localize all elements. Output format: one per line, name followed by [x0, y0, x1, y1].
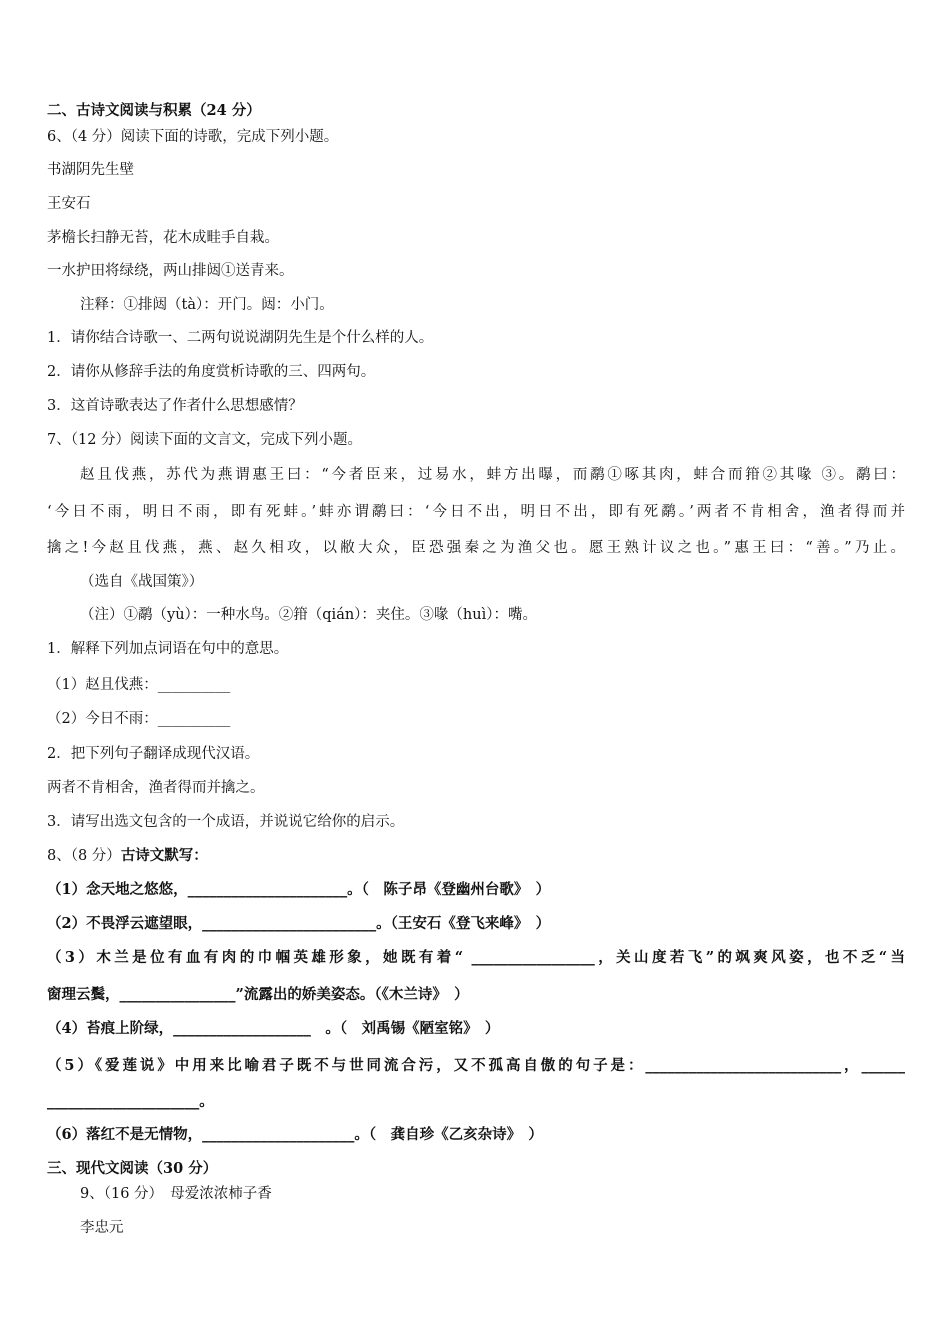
poem-line-1: 茅檐长扫静无苔，花木成畦手自栽。	[47, 230, 279, 246]
q8-stem	[47, 846, 208, 866]
q7-sub-2: 2．把下列句子翻译成现代汉语。	[47, 746, 260, 762]
q8-item-5-line-2: _____________________。	[47, 1093, 214, 1110]
q7-note: （注）①鹬（yù）：一种水鸟。②箝（qián）：夹住。③喙（huì）：嘴。	[80, 607, 537, 623]
q7-sub-1-b: （2）今日不雨：__________	[47, 711, 231, 727]
q9-stem: 9、（16 分） 母爱浓浓柿子香	[80, 1186, 272, 1202]
q6-stem: 6、（4 分）阅读下面的诗歌，完成下列小题。	[47, 129, 339, 145]
poem-line-2: 一水护田将绿绕，两山排闼①送青来。	[47, 263, 294, 279]
q6-sub-1: 1．请你结合诗歌一、二两句说说湖阴先生是个什么样的人。	[47, 330, 434, 346]
section-2-heading: 二、古诗文阅读与积累（24 分）	[47, 102, 261, 119]
q7-sub-1-a: （1）赵且伐燕：__________	[47, 677, 231, 693]
q7-sub-3: 3．请写出选文包含的一个成语，并说说它给你的启示。	[47, 814, 405, 830]
q8-item-1: （1）念天地之悠悠，______________________。（ 陈子昂《登幽州台歌》 ）	[47, 881, 551, 898]
q7-sub-1: 1．解释下列加点词语在句中的意思。	[47, 641, 289, 657]
q6-note: 注释：①排闼（tà）：开门。闼：小门。	[80, 297, 334, 313]
q8-item-3-line-1: （3）木兰是位有血有肉的巾帼英雄形象，她既有着“ _________________，关山度若飞”的飒爽风姿，也不乏“当	[47, 949, 905, 966]
q8-item-6: （6）落红不是无情物，_____________________。（ 龚自珍《乙亥杂诗》 ）	[47, 1126, 543, 1143]
q7-sub-2-sentence: 两者不肯相舍，渔者得而并擒之。	[47, 780, 265, 796]
q9-author: 李忠元	[80, 1220, 124, 1236]
poem-title: 书湖阴先生壁	[47, 162, 134, 178]
q8-item-4: （4）苔痕上阶绿，___________________ 。（ 刘禹锡《陋室铭》 ）	[47, 1020, 500, 1037]
q7-stem: 7、（12 分）阅读下面的文言文，完成下列小题。	[47, 432, 363, 448]
q8-stem-title: 古诗文默写：	[120, 847, 208, 864]
q8-item-3-line-2: 窗理云鬓，________________”流露出的娇美姿态。（《木兰诗》 ）	[47, 986, 469, 1003]
q7-passage-line-3: 擒之!今赵且伐燕，燕、赵久相攻，以敝大众，臣恐强秦之为渔父也。愿王熟计议之也。”惠王曰：“善。”乃止。	[47, 540, 905, 556]
q6-sub-3: 3．这首诗歌表达了作者什么思想感情？	[47, 398, 303, 414]
section-3-heading: 三、现代文阅读（30 分）	[47, 1160, 218, 1177]
poem-author: 王安石	[47, 196, 91, 212]
q7-passage-line-2: ‘今日不雨，明日不雨，即有死蚌。’蚌亦谓鹬曰：‘今日不出，明日不出，即有死鹬。’两者不肯相舍，渔者得而并	[47, 504, 905, 520]
q8-stem-prefix: 8、（8 分）	[47, 848, 121, 864]
q6-sub-2: 2．请你从修辞手法的角度赏析诗歌的三、四两句。	[47, 364, 376, 380]
q7-passage-line-1: 赵且伐燕，苏代为燕谓惠王曰：“今者臣来，过易水，蚌方出曝，而鹬①啄其肉，蚌合而箝②其喙 ③。鹬曰：	[80, 467, 905, 483]
q8-item-5-line-1: （5）《爱莲说》中用来比喻君子既不与世同流合污，又不孤高自傲的句子是：___________________________，______	[47, 1057, 905, 1074]
q8-item-2: （2）不畏浮云遮望眼，________________________。（王安石《登飞来峰》 ）	[47, 915, 551, 932]
q7-source: （选自《战国策》）	[80, 574, 204, 590]
